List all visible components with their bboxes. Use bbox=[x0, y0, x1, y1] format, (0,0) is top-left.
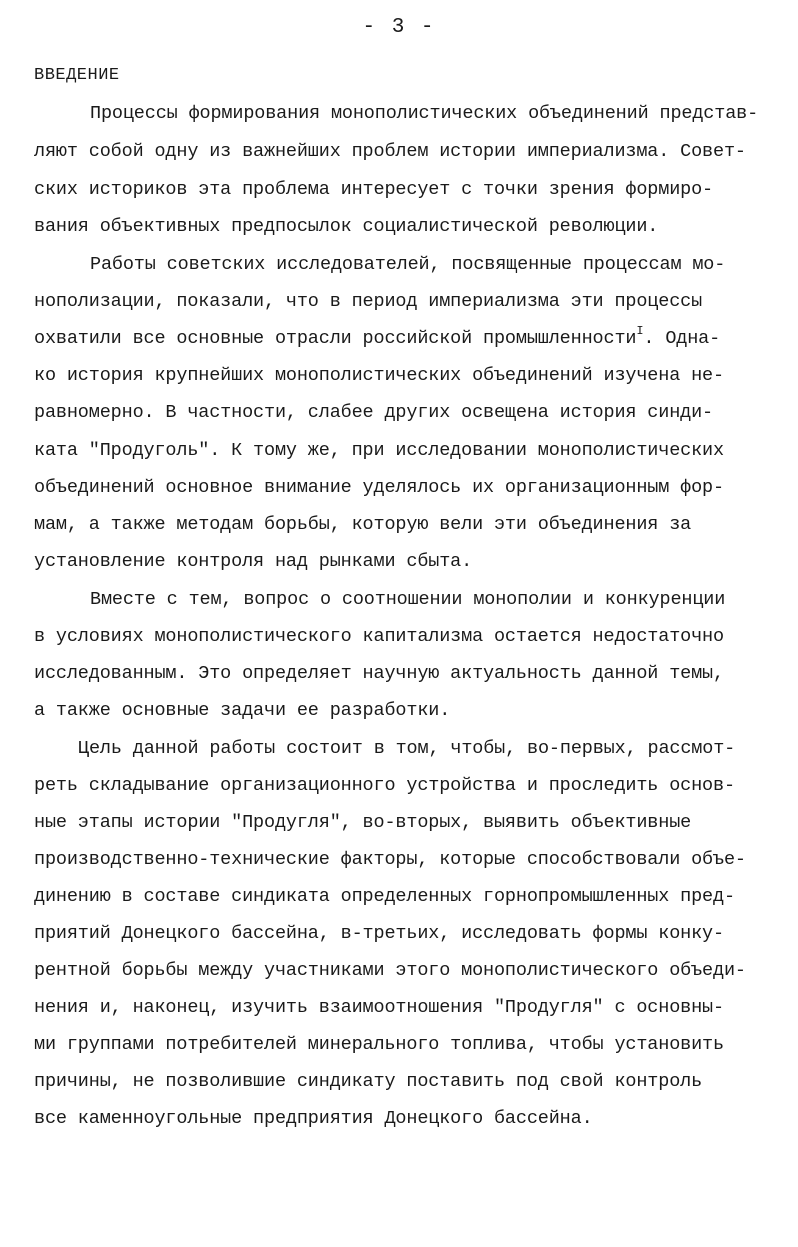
text-line: равномерно. В частности, слабее других освещена история синди- bbox=[34, 402, 714, 423]
text-line: Цель данной работы состоит в том, чтобы, во-первых, рассмот- bbox=[78, 738, 736, 759]
footnote-marker: I bbox=[636, 323, 644, 338]
text-line: все каменноугольные предприятия Донецкого бассейна. bbox=[34, 1108, 593, 1129]
page-number: - 3 - bbox=[362, 16, 436, 39]
text-line: ные этапы истории "Продугля", во-вторых, выявить объективные bbox=[34, 812, 692, 833]
text-line: причины, не позволившие синдикату поставить под свой контроль bbox=[34, 1071, 703, 1092]
text-fragment: охватили все основные отрасли российской промышленности bbox=[34, 328, 637, 349]
text-line: в условиях монополистического капитализма остается недостаточно bbox=[34, 626, 724, 647]
text-line: ми группами потребителей минерального топлива, чтобы установить bbox=[34, 1034, 724, 1055]
text-line bbox=[34, 323, 721, 349]
text-line: ляют собой одну из важнейших проблем истории империализма. Совет- bbox=[34, 141, 746, 162]
text-line: установление контроля над рынками сбыта. bbox=[34, 551, 473, 572]
text-line: Процессы формирования монополистических объединений представ- bbox=[90, 103, 759, 124]
text-line: нополизации, показали, что в период империализма эти процессы bbox=[34, 291, 703, 312]
text-line: ката "Продуголь". К тому же, при исследовании монополистических bbox=[34, 440, 724, 461]
text-line: а также основные задачи ее разработки. bbox=[34, 700, 451, 721]
text-line: ко история крупнейших монополистических объединений изучена не- bbox=[34, 365, 724, 386]
text-line: рентной борьбы между участниками этого монополистического объеди- bbox=[34, 960, 746, 981]
text-line: мам, а также методам борьбы, которую вели эти объединения за bbox=[34, 514, 692, 535]
section-heading: ВВЕДЕНИЕ bbox=[34, 66, 120, 85]
text-fragment: . Одна- bbox=[643, 328, 721, 349]
text-line: производственно-технические факторы, которые способствовали объе- bbox=[34, 849, 746, 870]
text-line: Вместе с тем, вопрос о соотношении монополии и конкуренции bbox=[90, 589, 726, 610]
text-line: исследованным. Это определяет научную актуальность данной темы, bbox=[34, 663, 724, 684]
text-line: вания объективных предпосылок социалистической революции. bbox=[34, 216, 659, 237]
text-line: объединений основное внимание уделялось их организационным фор- bbox=[34, 477, 724, 498]
text-line: нения и, наконец, изучить взаимоотношения "Продугля" с основны- bbox=[34, 997, 724, 1018]
text-line: реть складывание организационного устройства и проследить основ- bbox=[34, 775, 735, 796]
text-line: динению в составе синдиката определенных горнопромышленных пред- bbox=[34, 886, 735, 907]
text-line: Работы советских исследователей, посвященные процессам мо- bbox=[90, 254, 726, 275]
text-line: приятий Донецкого бассейна, в-третьих, исследовать формы конку- bbox=[34, 923, 724, 944]
text-line: ских историков эта проблема интересует с точки зрения формиро- bbox=[34, 179, 714, 200]
